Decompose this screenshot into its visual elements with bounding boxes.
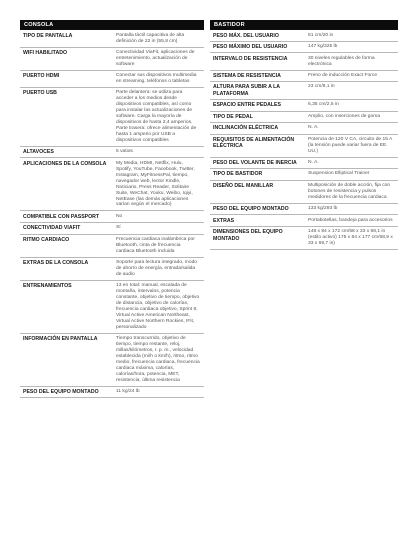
spec-label: ALTURA PARA SUBIR A LA PLATAFORMA xyxy=(210,82,304,100)
spec-value: Pantalla táctil capacitiva de alta definición de 22 in (55,8 cm) xyxy=(112,30,204,47)
spec-row xyxy=(210,123,398,135)
spec-row xyxy=(210,30,398,41)
spec-label: DIMENSIONES DEL EQUIPO MONTADO xyxy=(210,227,304,250)
spec-label: TIPO DE PANTALLA xyxy=(20,30,112,47)
spec-row xyxy=(20,386,204,398)
spec-value: Tiempo transcurrido, objetivo de tiempo, tiempo restante, reloj, millas/kilómetros, r. p. m., velocidad establecida (mi/h o km/h), ritmo, ritmo medio, frecuencia cardiaca, frecuencia cardiaca máxima, calorías, calorías/hora, potencia, MET, resistencia, última resistencia xyxy=(112,333,204,386)
table-header-row xyxy=(20,20,204,30)
spec-label: ALTAVOCES xyxy=(20,146,112,158)
spec-value: My Media, HDMI, Netflix, Hulu, Spotify, YouTube, Facebook, Twitter, Instagram, MyFitnessPal, tiempo, navegador web, lector Kindle, Noticiario, Press Reader, Solitaire Suite, WeChat, Youku, Weibo, Iqiyi, NetEase (las demás aplicaciones varían según el mercado) xyxy=(112,158,204,211)
spec-label: ENTRENAMIENTOS xyxy=(20,280,112,333)
spec-value: 13 en total: manual, escalada de montaña, intervalos, potencia constante, objetivo de tiempo, objetivo de distancia, objetivo de calorías, frecuencia cardiaca objetivo, Sprint 8, Virtual Active American Northeast, Virtual Active Northern Rockies, IFit, personalizado xyxy=(112,280,204,333)
spec-label: INTERVALO DE RESISTENCIA xyxy=(210,53,304,70)
spec-value: 51 cm/20 in xyxy=(304,30,398,41)
spec-row xyxy=(210,227,398,250)
spec-value: 6,35 cm/2,5 in xyxy=(304,100,398,112)
spec-label: INCLINACIÓN ELÉCTRICA xyxy=(210,123,304,135)
spec-row xyxy=(210,41,398,53)
table-header-row xyxy=(210,20,398,30)
spec-row xyxy=(210,169,398,181)
spec-label: APLICACIONES DE LA CONSOLA xyxy=(20,158,112,211)
spec-value: 133 kg/293 lb xyxy=(304,203,398,215)
spec-value: 23 cm/9,1 in xyxy=(304,82,398,100)
spec-label: TIPO DE BASTIDOR xyxy=(210,169,304,181)
spec-label: RITMO CARDIACO xyxy=(20,234,112,257)
spec-row xyxy=(20,146,204,158)
spec-label: PESO DEL VOLANTE DE INERCIA xyxy=(210,157,304,169)
spec-label: CONECTIVIDAD VIAFIT xyxy=(20,223,112,235)
spec-label: DISEÑO DEL MANILLAR xyxy=(210,180,304,203)
spec-row xyxy=(210,100,398,112)
spec-row xyxy=(20,223,204,235)
spec-value: Sí xyxy=(112,223,204,235)
spec-label: EXTRAS DE LA CONSOLA xyxy=(20,257,112,280)
spec-label: TIPO DE PEDAL xyxy=(210,111,304,123)
spec-label: SISTEMA DE RESISTENCIA xyxy=(210,70,304,82)
spec-value: Parte delantera: se utiliza para acceder a los medios desde dispositivos compatibles, así como para instalar las actualizaciones de software. Carga la mayoría de dispositivos de hasta 2,4 amperios. Parte trasera: ofrece alimentación de hasta 1 amperio por USB a dispositivos compatibles xyxy=(112,87,204,146)
spec-label: INFORMACIÓN EN PANTALLA xyxy=(20,333,112,386)
spec-value: Portabotellas, bandeja para accesorios xyxy=(304,215,398,227)
spec-row xyxy=(20,234,204,257)
spec-value: Soporte para lectura integrado, modo de ahorro de energía, entrada/salida de audio xyxy=(112,257,204,280)
spec-value: Suspension Elliptical Trainer xyxy=(304,169,398,181)
spec-row xyxy=(210,134,398,157)
spec-label: PESO DEL EQUIPO MONTADO xyxy=(20,386,112,398)
spec-value: 11 kg/24 lb xyxy=(112,386,204,398)
spec-row xyxy=(210,180,398,203)
spec-row xyxy=(20,211,204,223)
spec-label: REQUISITOS DE ALIMENTACIÓN ELÉCTRICA xyxy=(210,134,304,157)
spec-label: EXTRAS xyxy=(210,215,304,227)
spec-value: 147 kg/325 lb xyxy=(304,41,398,53)
spec-value: Conectar sus dispositivos multimedia en streaming, teléfonos o tabletas xyxy=(112,70,204,87)
spec-label: PESO MÁX. DEL USUARIO xyxy=(210,30,304,41)
spec-row xyxy=(210,82,398,100)
spec-row xyxy=(20,70,204,87)
spec-label: PUERTO HDMI xyxy=(20,70,112,87)
spec-value: Freno de inducción Exact Force xyxy=(304,70,398,82)
spec-row xyxy=(20,87,204,146)
spec-label: WIFI HABILITADO xyxy=(20,47,112,70)
spec-row xyxy=(210,70,398,82)
console-spec-table xyxy=(20,20,204,398)
spec-value: N. A. xyxy=(304,123,398,135)
spec-label: ESPACIO ENTRE PEDALES xyxy=(210,100,304,112)
spec-value: 30 niveles regulables de forma electrónica xyxy=(304,53,398,70)
frame-spec-table xyxy=(210,20,398,250)
spec-label: PUERTO USB xyxy=(20,87,112,146)
spec-row xyxy=(20,30,204,47)
spec-value: Potencia de 120 V CA, circuito de 15 A (la tensión puede variar fuera de EE. UU.) xyxy=(304,134,398,157)
spec-label: COMPATIBLE CON PASSPORT xyxy=(20,211,112,223)
spec-row xyxy=(20,280,204,333)
spec-row xyxy=(210,157,398,169)
spec-value: 5 vatios xyxy=(112,146,204,158)
spec-row xyxy=(210,111,398,123)
spec-row xyxy=(20,47,204,70)
spec-row xyxy=(210,203,398,215)
spec-value: Multiposición de doble acción, fija con botones de resistencia y pulsos medidores de la frecuencia cardiaca xyxy=(304,180,398,203)
spec-rows xyxy=(210,30,398,249)
spec-row xyxy=(20,158,204,211)
spec-row xyxy=(20,257,204,280)
spec-value: 148 x 84 x 172 cm/58 x 33 x 68,1 in (estilo activo) 175 x 84 x 177 cm/68,9 x 33 x 69,7 in) xyxy=(304,227,398,250)
spec-row xyxy=(210,215,398,227)
spec-row xyxy=(20,333,204,386)
spec-value: No xyxy=(112,211,204,223)
section-title: BASTIDOR xyxy=(210,20,398,30)
spec-label: PESO MÁXIMO DEL USUARIO xyxy=(210,41,304,53)
section-title: CONSOLA xyxy=(20,20,204,30)
spec-value: Conectividad ViaFit, aplicaciones de entretenimiento, actualización de software xyxy=(112,47,204,70)
spec-value: N. A. xyxy=(304,157,398,169)
spec-value: Amplio, con inserciones de goma xyxy=(304,111,398,123)
spec-row xyxy=(210,53,398,70)
spec-rows xyxy=(20,30,204,398)
spec-value: Frecuencia cardiaca inalámbrica por Bluetooth, cinta de frecuencia cardiaca Bluetooth incluida xyxy=(112,234,204,257)
spec-label: PESO DEL EQUIPO MONTADO xyxy=(210,203,304,215)
